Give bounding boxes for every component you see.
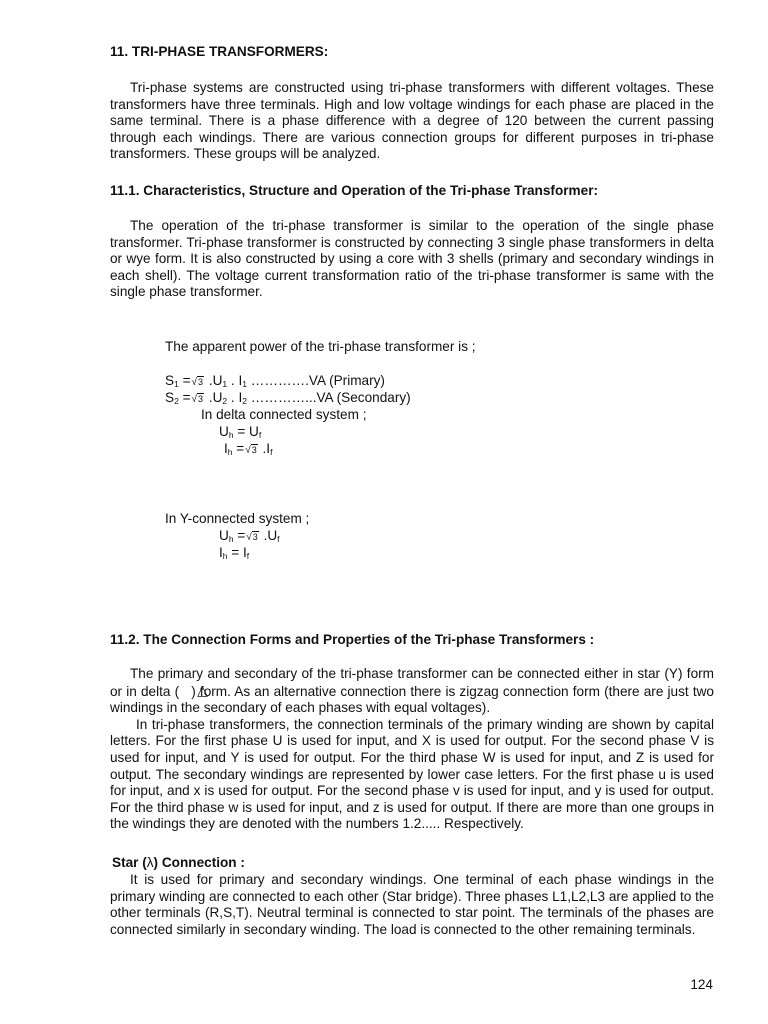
s2-equals: = <box>178 390 191 405</box>
star-connection-paragraph <box>110 872 714 938</box>
section-11-2-text-2: In tri-phase transformers, the connection terminals of the primary winding are shown by capital letters. For the first phase U is used for input, and X is used for output. For the second phase V is used for input, and Y is used for output. For the third phase W is used for input, and Z is used for output. The secondary windings are represented by lower case letters. For the first phase u is used for input, and x is used for output. For the second phase v is used for input, and y is used for output. For the third phase w is used for input, and z is used for output. If there are more than one groups in the windings they are denoted with the numbers 1.2..... Respectively. <box>110 716 714 832</box>
delta-uh-u: U <box>219 424 229 439</box>
section-11-2-text-1 <box>110 666 714 717</box>
formula-s2 <box>165 390 411 407</box>
s1-subscript: 1 <box>174 379 179 389</box>
s2-u: .U <box>205 390 223 405</box>
y-ih-sub: h <box>222 551 228 561</box>
s2-i-subscript: 2 <box>242 396 247 406</box>
sqrt-radicand: 3 <box>198 377 204 387</box>
s1-symbol: S <box>165 373 175 388</box>
delta-uh-rhs-sub: f <box>258 430 262 440</box>
sqrt-symbol: √3 <box>246 532 258 543</box>
section-11-paragraph <box>110 80 714 163</box>
section-11-2-paragraph <box>110 666 714 833</box>
s1-i-subscript: 1 <box>242 379 247 389</box>
section-11-1-heading: 11.1. Characteristics, Structure and Operation of the Tri-phase Transformer: <box>110 183 599 198</box>
section-11-1-paragraph <box>110 218 714 301</box>
sqrt-symbol: √3 <box>191 377 204 388</box>
section-11-heading: 11. TRI-PHASE TRANSFORMERS: <box>110 44 329 59</box>
sqrt-radicand: 3 <box>198 394 204 404</box>
delta-ih-sub: h <box>227 447 233 457</box>
star-heading-b: ) Connection : <box>153 855 245 870</box>
delta-system-label: In delta connected system ; <box>201 407 367 422</box>
lambda-symbol: λ <box>146 855 154 870</box>
y-uh-formula <box>219 528 280 545</box>
delta-ih-rhs-sub: f <box>270 447 273 457</box>
y-uh-rhs: .U <box>259 528 278 543</box>
y-ih-formula <box>219 545 249 562</box>
p1-part-b: ) form. As an alternative connection there is zigzag connection form (there are just two windings in the secondary of each phases with equal voltages). <box>110 683 714 716</box>
star-heading-a: Star ( <box>112 855 147 870</box>
y-ih-rhs-sub: f <box>246 551 250 561</box>
star-connection-text: It is used for primary and secondary windings. One terminal of each phase windings in the primary winding are connected to each other (Star bridge). Three phases L1,L2,L3 are applied to the other terminals (R,S,T). Neutral terminal is connected to star point. The terminals of the phases are connected similarly in secondary winding. The load is connected to the other remaining terminals. <box>110 872 714 937</box>
y-uh-u: U <box>219 528 229 543</box>
y-ih-i: I <box>219 545 223 560</box>
sqrt-symbol: √3 <box>191 394 204 405</box>
section-11-2-heading: 11.2. The Connection Forms and Properties of the Tri-phase Transformers : <box>110 632 595 647</box>
sqrt-radicand: 3 <box>251 445 257 455</box>
y-ih-rhs: = I <box>227 545 247 560</box>
star-connection-heading <box>112 855 716 872</box>
s1-u-subscript: 1 <box>222 379 228 389</box>
delta-ih-i: I <box>224 441 228 456</box>
y-uh-equals: = <box>233 528 246 543</box>
s1-tail: ………….VA (Primary) <box>247 373 385 388</box>
s1-i: . I <box>227 373 243 388</box>
y-uh-rhs-sub: f <box>277 534 280 544</box>
s2-subscript: 2 <box>174 396 179 406</box>
apparent-power-intro: The apparent power of the tri-phase transformer is ; <box>165 339 476 354</box>
section-11-1-text: The operation of the tri-phase transformer is similar to the operation of the single phase transformer. Tri-phase transformer is constructed by connecting 3 single phase transformers in delta or wye form. It is also constructed by using a core with 3 shells (primary and secondary windings in each shell). The voltage current transformation ratio of the tri-phase transformer is same with the single phase transformer. <box>110 218 714 300</box>
sqrt-radicand: 3 <box>252 532 258 542</box>
delta-uh-rhs: = U <box>233 424 259 439</box>
y-uh-sub: h <box>228 534 234 544</box>
s1-u: .U <box>205 373 223 388</box>
delta-uh-formula <box>219 424 261 441</box>
p1-part-a: The primary and secondary of the tri-phase transformer can be connected either in star (Y) form or in delta ( <box>110 666 714 699</box>
delta-ih-equals: = <box>232 441 245 456</box>
delta-uh-sub: h <box>228 430 234 440</box>
delta-ih-rhs: .I <box>258 441 271 456</box>
s1-equals: = <box>178 373 191 388</box>
page-number: 124 <box>690 977 713 992</box>
s2-tail: …………...VA (Secondary) <box>247 390 411 405</box>
s2-i: . I <box>227 390 243 405</box>
section-11-text: Tri-phase systems are constructed using tri-phase transformers with different voltages. These transformers have three terminals. High and low voltage windings for each phase are placed in the same terminal. There is a phase difference with a degree of 120 between the current passing through each windings. There are various connection groups for different purposes in tri-phase transformers. These groups will be analyzed. <box>110 80 714 162</box>
sqrt-symbol: √3 <box>245 445 257 456</box>
y-system-label: In Y-connected system ; <box>165 511 310 526</box>
s2-symbol: S <box>165 390 175 405</box>
formula-s1 <box>165 373 385 390</box>
delta-ih-formula <box>224 441 272 458</box>
s2-u-subscript: 2 <box>222 396 228 406</box>
